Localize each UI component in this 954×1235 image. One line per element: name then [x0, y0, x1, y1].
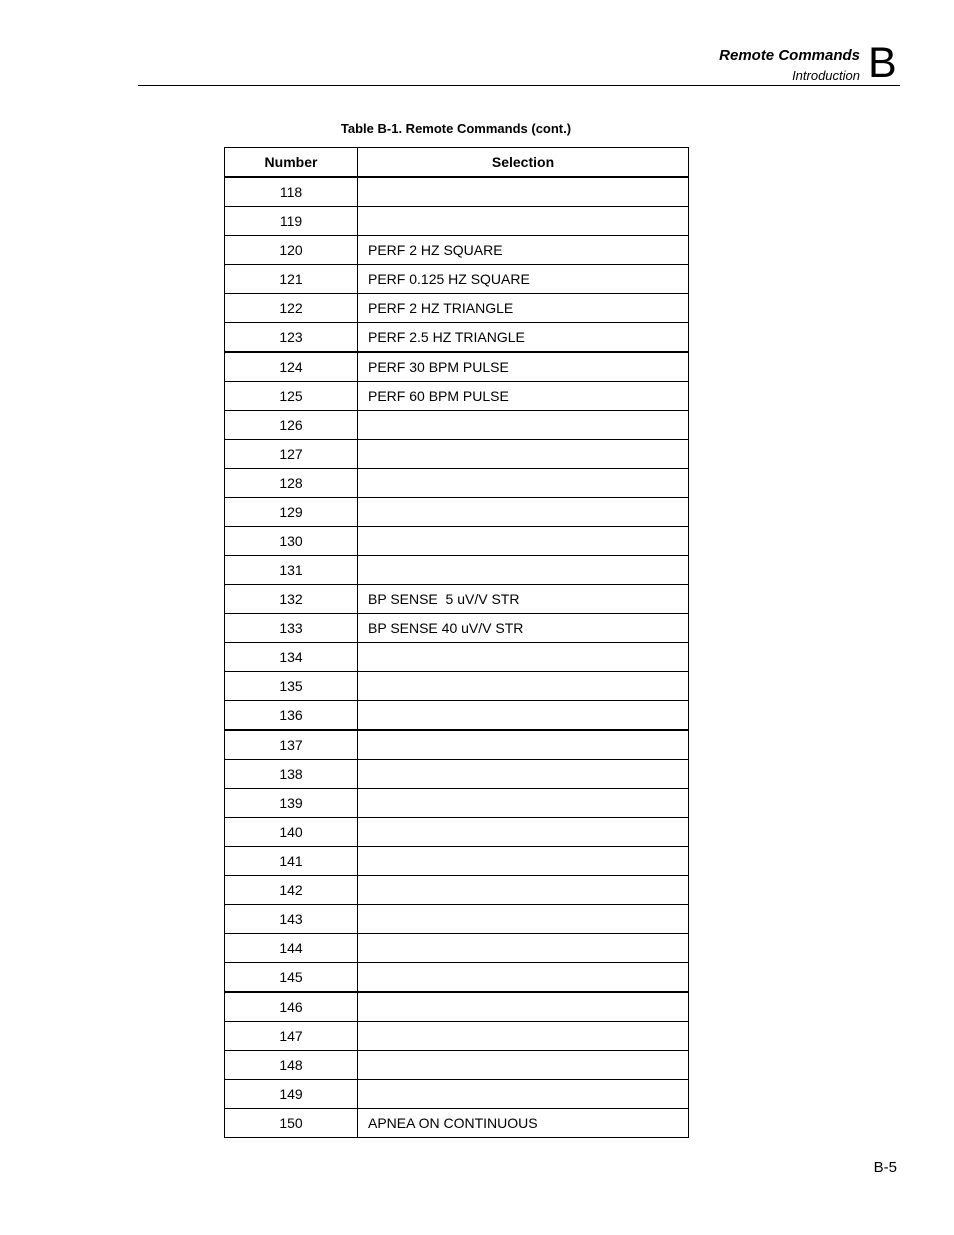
command-selection-cell — [358, 789, 689, 818]
command-selection-cell — [358, 411, 689, 440]
command-number-cell: 141 — [225, 847, 358, 876]
command-selection-cell: PERF 0.125 HZ SQUARE — [358, 265, 689, 294]
command-number-cell: 133 — [225, 614, 358, 643]
table-row — [225, 789, 689, 818]
table-row — [225, 323, 689, 353]
command-selection-cell: PERF 2.5 HZ TRIANGLE — [358, 323, 689, 353]
command-number-cell: 137 — [225, 730, 358, 760]
command-selection-cell: PERF 2 HZ TRIANGLE — [358, 294, 689, 323]
command-selection-cell: BP SENSE 5 uV/V STR — [358, 585, 689, 614]
table-caption: Table B-1. Remote Commands (cont.) — [340, 121, 572, 136]
command-selection-cell — [358, 847, 689, 876]
section-subtitle: Introduction — [792, 68, 860, 83]
table-row — [225, 992, 689, 1022]
command-number-cell: 144 — [225, 934, 358, 963]
table-row — [225, 701, 689, 731]
command-selection-cell — [358, 1051, 689, 1080]
table-row — [225, 672, 689, 701]
command-selection-cell — [358, 177, 689, 207]
command-number-cell: 140 — [225, 818, 358, 847]
command-selection-cell — [358, 643, 689, 672]
table-row — [225, 207, 689, 236]
command-selection-cell — [358, 818, 689, 847]
command-number-cell: 147 — [225, 1022, 358, 1051]
command-number-cell: 127 — [225, 440, 358, 469]
command-number-cell: 148 — [225, 1051, 358, 1080]
header-rule — [138, 85, 900, 86]
table-row — [225, 1109, 689, 1138]
table-row — [225, 294, 689, 323]
command-number-cell: 118 — [225, 177, 358, 207]
table-row — [225, 177, 689, 207]
table-row — [225, 1022, 689, 1051]
table-row — [225, 905, 689, 934]
table-row — [225, 411, 689, 440]
table-row — [225, 556, 689, 585]
command-selection-cell — [358, 1080, 689, 1109]
command-selection-cell — [358, 730, 689, 760]
table-row — [225, 847, 689, 876]
command-number-cell: 124 — [225, 352, 358, 382]
command-selection-cell — [358, 556, 689, 585]
command-selection-cell — [358, 527, 689, 556]
command-selection-cell: PERF 60 BPM PULSE — [358, 382, 689, 411]
command-number-cell: 130 — [225, 527, 358, 556]
command-number-cell: 138 — [225, 760, 358, 789]
command-number-cell: 129 — [225, 498, 358, 527]
table-row — [225, 352, 689, 382]
table-row — [225, 643, 689, 672]
page-number: B-5 — [873, 1159, 897, 1176]
command-selection-cell — [358, 963, 689, 993]
command-number-cell: 125 — [225, 382, 358, 411]
command-selection-cell — [358, 992, 689, 1022]
table-row — [225, 527, 689, 556]
command-selection-cell: BP SENSE 40 uV/V STR — [358, 614, 689, 643]
table-row — [225, 236, 689, 265]
table-row — [225, 469, 689, 498]
column-header-number: Number — [225, 148, 358, 178]
appendix-letter: B — [868, 39, 897, 87]
command-selection-cell — [358, 701, 689, 731]
command-selection-cell — [358, 440, 689, 469]
column-header-selection: Selection — [358, 148, 689, 178]
table-header-row — [225, 148, 689, 178]
table-row — [225, 265, 689, 294]
command-number-cell: 134 — [225, 643, 358, 672]
section-title: Remote Commands — [719, 47, 860, 64]
table-row — [225, 876, 689, 905]
table-row — [225, 1080, 689, 1109]
command-selection-cell: PERF 30 BPM PULSE — [358, 352, 689, 382]
command-number-cell: 139 — [225, 789, 358, 818]
command-number-cell: 123 — [225, 323, 358, 353]
table-row — [225, 440, 689, 469]
table-row — [225, 585, 689, 614]
table-row — [225, 760, 689, 789]
table-row — [225, 1051, 689, 1080]
table-row — [225, 382, 689, 411]
command-selection-cell — [358, 469, 689, 498]
command-number-cell: 132 — [225, 585, 358, 614]
table-row — [225, 963, 689, 993]
command-selection-cell: PERF 2 HZ SQUARE — [358, 236, 689, 265]
command-selection-cell — [358, 498, 689, 527]
command-selection-cell — [358, 760, 689, 789]
table-row — [225, 818, 689, 847]
command-number-cell: 122 — [225, 294, 358, 323]
command-number-cell: 135 — [225, 672, 358, 701]
table-row — [225, 730, 689, 760]
command-number-cell: 142 — [225, 876, 358, 905]
command-selection-cell — [358, 876, 689, 905]
command-number-cell: 128 — [225, 469, 358, 498]
remote-commands-table — [224, 147, 689, 1138]
table-row — [225, 934, 689, 963]
command-number-cell: 131 — [225, 556, 358, 585]
command-selection-cell: APNEA ON CONTINUOUS — [358, 1109, 689, 1138]
command-number-cell: 126 — [225, 411, 358, 440]
table-row — [225, 498, 689, 527]
table-body — [225, 177, 689, 1138]
command-selection-cell — [358, 672, 689, 701]
command-number-cell: 149 — [225, 1080, 358, 1109]
command-number-cell: 121 — [225, 265, 358, 294]
command-selection-cell — [358, 1022, 689, 1051]
command-number-cell: 136 — [225, 701, 358, 731]
command-number-cell: 143 — [225, 905, 358, 934]
command-selection-cell — [358, 207, 689, 236]
command-number-cell: 150 — [225, 1109, 358, 1138]
command-selection-cell — [358, 905, 689, 934]
table-row — [225, 614, 689, 643]
page-header — [0, 0, 954, 90]
command-number-cell: 145 — [225, 963, 358, 993]
command-number-cell: 120 — [225, 236, 358, 265]
command-number-cell: 119 — [225, 207, 358, 236]
command-selection-cell — [358, 934, 689, 963]
command-number-cell: 146 — [225, 992, 358, 1022]
